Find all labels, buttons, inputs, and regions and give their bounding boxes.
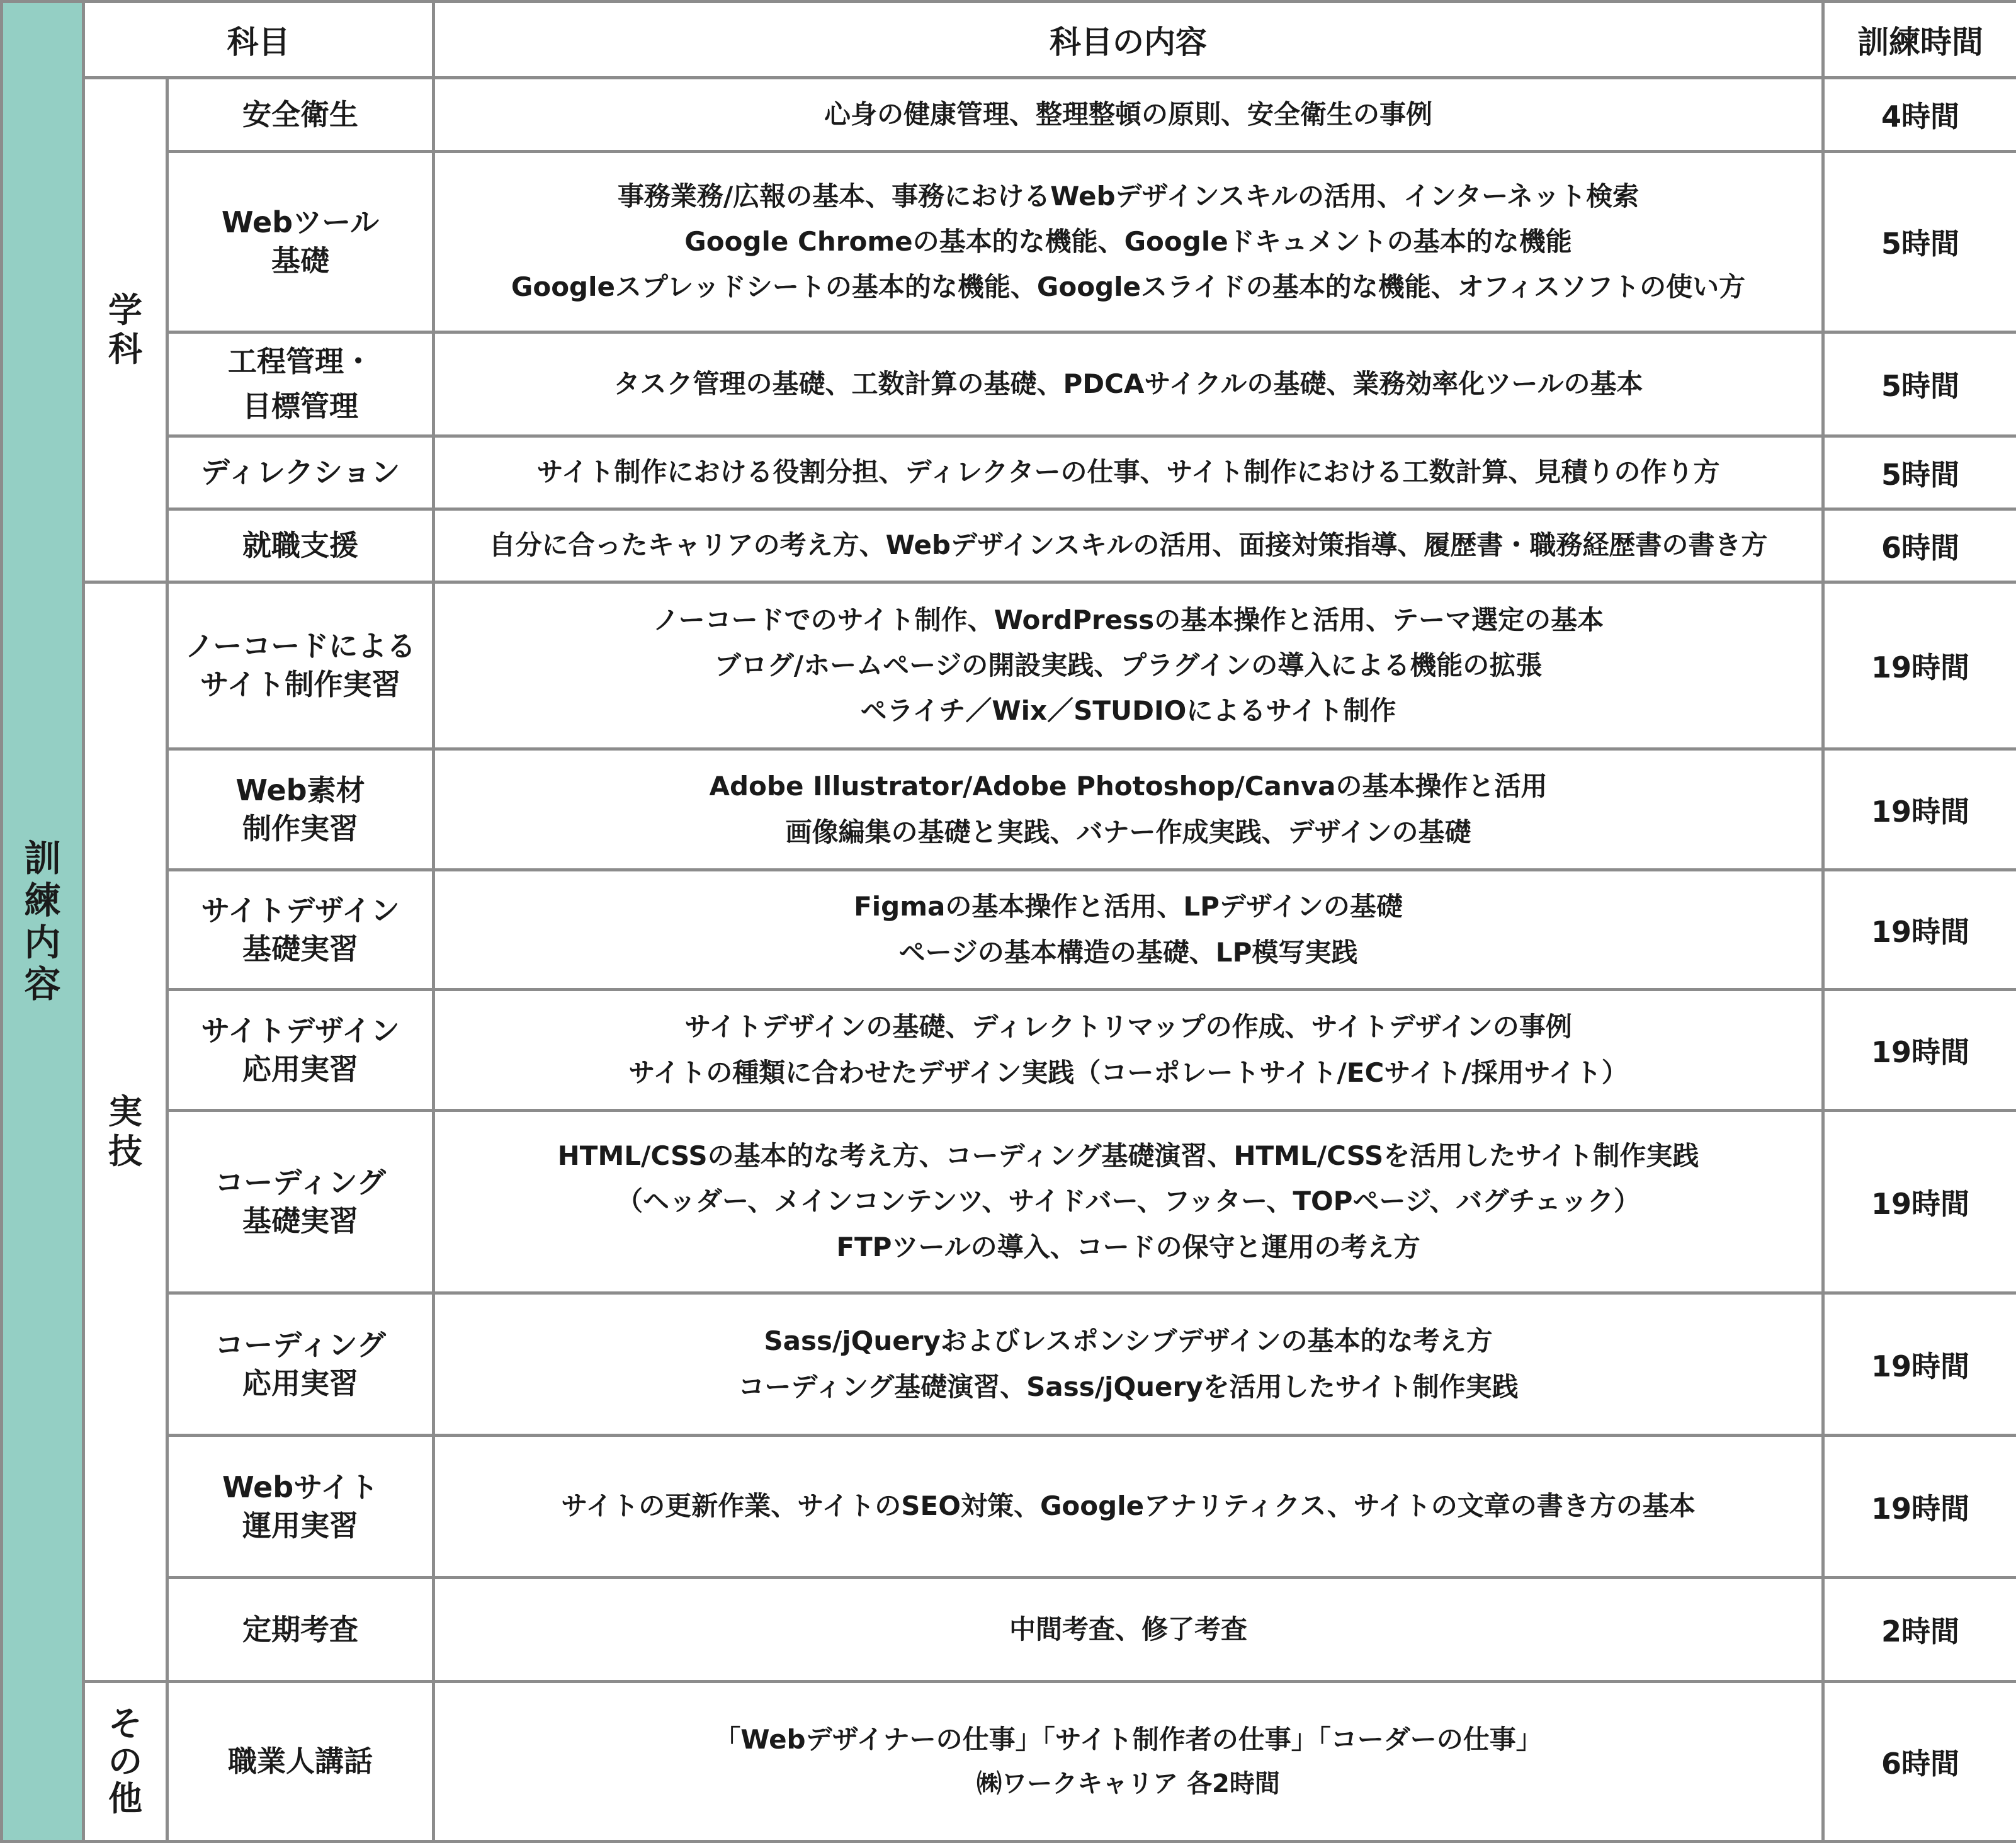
subject-cell: コーディング 基礎実習 [167, 1111, 434, 1293]
subject-cell: コーディング 応用実習 [167, 1293, 434, 1436]
content-cell: 中間考査、修了考査 [434, 1578, 1823, 1682]
subject-cell: Web素材 制作実習 [167, 749, 434, 870]
header-row [2, 2, 2016, 78]
subject-cell: 工程管理・ 目標管理 [167, 332, 434, 436]
hours-cell: 19時間 [1823, 1111, 2016, 1293]
subject-cell: ディレクション [167, 436, 434, 509]
subject-cell: サイトデザイン 基礎実習 [167, 870, 434, 990]
table-row [2, 1111, 2016, 1293]
table-row [2, 1436, 2016, 1578]
content-cell: 事務業務/広報の基本、事務におけるWebデザインスキルの活用、インターネット検索 Google Chromeの基本的な機能、Googleドキュメントの基本的な機能 Googleスプレッドシートの基本的な機能、Googleスライドの基本的な機能、オフィスソフトの使い方 [434, 152, 1823, 332]
subject-cell: ノーコードによる サイト制作実習 [167, 582, 434, 749]
hours-cell: 6時間 [1823, 1682, 2016, 1842]
hours-cell: 19時間 [1823, 749, 2016, 870]
table-row [2, 152, 2016, 332]
subject-cell: 就職支援 [167, 509, 434, 582]
content-cell: 自分に合ったキャリアの考え方、Webデザインスキルの活用、面接対策指導、履歴書・職務経歴書の書き方 [434, 509, 1823, 582]
content-cell: サイト制作における役割分担、ディレクターの仕事、サイト制作における工数計算、見積りの作り方 [434, 436, 1823, 509]
group-label-sonota: そ の 他 [84, 1682, 167, 1842]
hours-cell: 6時間 [1823, 509, 2016, 582]
subject-cell: 定期考査 [167, 1578, 434, 1682]
content-cell: Sass/jQueryおよびレスポンシブデザインの基本的な考え方 コーディング基礎演習、Sass/jQueryを活用したサイト制作実践 [434, 1293, 1823, 1436]
hours-cell: 19時間 [1823, 870, 2016, 990]
header-content: 科目の内容 [434, 2, 1823, 78]
content-cell: サイトの更新作業、サイトのSEO対策、Googleアナリティクス、サイトの文章の書き方の基本 [434, 1436, 1823, 1578]
hours-cell: 19時間 [1823, 1436, 2016, 1578]
group-label-jitsugi: 実 技 [84, 582, 167, 1682]
hours-cell: 19時間 [1823, 1293, 2016, 1436]
content-cell: タスク管理の基礎、工数計算の基礎、PDCAサイクルの基礎、業務効率化ツールの基本 [434, 332, 1823, 436]
table-row [2, 436, 2016, 509]
table-row [2, 870, 2016, 990]
table-row [2, 990, 2016, 1111]
subject-cell: 安全衛生 [167, 78, 434, 152]
subject-cell: サイトデザイン 応用実習 [167, 990, 434, 1111]
training-content-label: 訓 練 内 容 [2, 2, 84, 1842]
hours-cell: 2時間 [1823, 1578, 2016, 1682]
subject-cell: Webツール 基礎 [167, 152, 434, 332]
table-row [2, 78, 2016, 152]
hours-cell: 5時間 [1823, 436, 2016, 509]
table-row [2, 1682, 2016, 1842]
content-cell: 「Webデザイナーの仕事」「サイト制作者の仕事」「コーダーの仕事」 ㈱ワークキャリア 各2時間 [434, 1682, 1823, 1842]
header-hours: 訓練時間 [1823, 2, 2016, 78]
subject-cell: Webサイト 運用実習 [167, 1436, 434, 1578]
hours-cell: 19時間 [1823, 582, 2016, 749]
content-cell: 心身の健康管理、整理整頓の原則、安全衛生の事例 [434, 78, 1823, 152]
hours-cell: 5時間 [1823, 332, 2016, 436]
table-row [2, 582, 2016, 749]
table-row [2, 332, 2016, 436]
content-cell: ノーコードでのサイト制作、WordPressの基本操作と活用、テーマ選定の基本 ブログ/ホームページの開設実践、プラグインの導入による機能の拡張 ペライチ／Wix／STUDIOによるサイト制作 [434, 582, 1823, 749]
table-row [2, 1578, 2016, 1682]
hours-cell: 19時間 [1823, 990, 2016, 1111]
table-row [2, 749, 2016, 870]
content-cell: HTML/CSSの基本的な考え方、コーディング基礎演習、HTML/CSSを活用したサイト制作実践 （ヘッダー、メインコンテンツ、サイドバー、フッター、TOPページ、バグチェック） FTPツールの導入、コードの保守と運用の考え方 [434, 1111, 1823, 1293]
hours-cell: 4時間 [1823, 78, 2016, 152]
table-row [2, 509, 2016, 582]
table-row [2, 1293, 2016, 1436]
hours-cell: 5時間 [1823, 152, 2016, 332]
subject-cell: 職業人講話 [167, 1682, 434, 1842]
content-cell: Figmaの基本操作と活用、LPデザインの基礎 ページの基本構造の基礎、LP模写実践 [434, 870, 1823, 990]
content-cell: サイトデザインの基礎、ディレクトリマップの作成、サイトデザインの事例 サイトの種類に合わせたデザイン実践（コーポレートサイト/ECサイト/採用サイト） [434, 990, 1823, 1111]
header-subject: 科目 [84, 2, 434, 78]
group-label-gakka: 学 科 [84, 78, 167, 582]
content-cell: Adobe Illustrator/Adobe Photoshop/Canvaの基本操作と活用 画像編集の基礎と実践、バナー作成実践、デザインの基礎 [434, 749, 1823, 870]
